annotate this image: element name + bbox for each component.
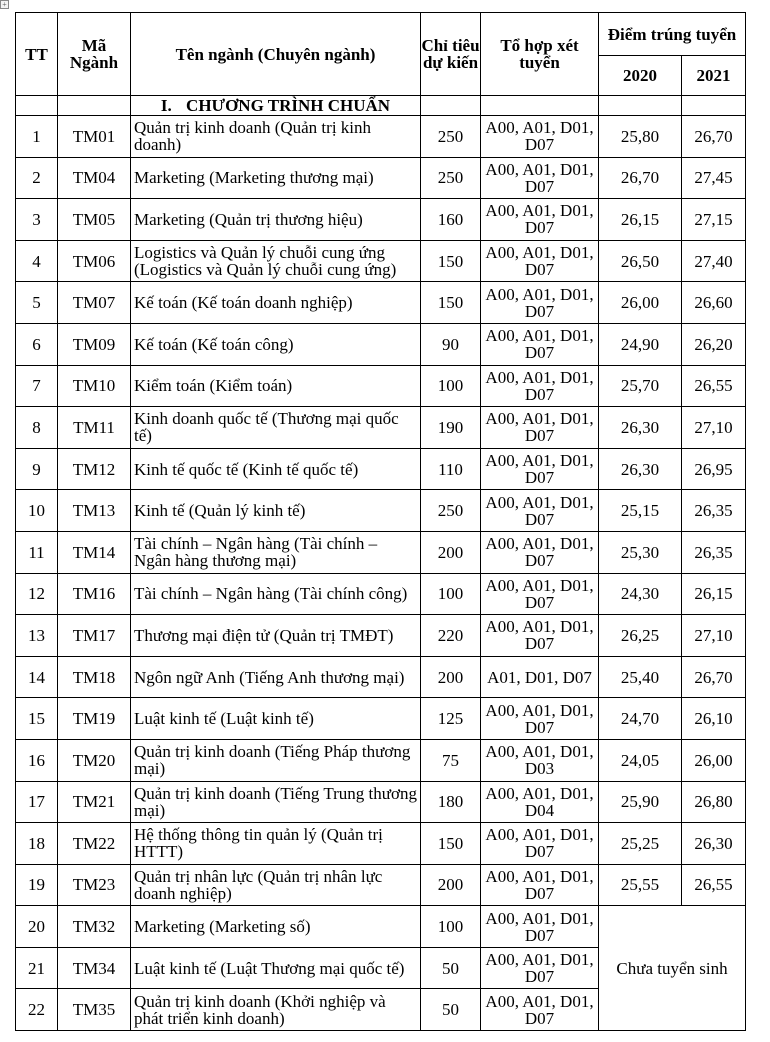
cell-quota: 75	[421, 739, 481, 781]
cell-score-2021: 26,70	[682, 116, 746, 158]
table-row	[16, 448, 746, 490]
cell-name: Tài chính – Ngân hàng (Tài chính – Ngân hàng thương mại)	[131, 531, 421, 573]
cell-name: Kế toán (Kế toán công)	[131, 323, 421, 365]
cell-score-2020: 25,80	[599, 116, 682, 158]
cell-tt: 19	[16, 864, 58, 906]
cell-score-2021: 27,10	[682, 407, 746, 449]
cell-score-2021: 27,10	[682, 615, 746, 657]
cell-score-2020: 26,25	[599, 615, 682, 657]
cell-combo: A00, A01, D01, D07	[481, 407, 599, 449]
cell-combo: A00, A01, D01, D07	[481, 199, 599, 241]
cell-code: TM23	[58, 864, 131, 906]
cell-code: TM13	[58, 490, 131, 532]
header-tt: TT	[16, 13, 58, 96]
cell-code: TM07	[58, 282, 131, 324]
cell-score-2021: 26,55	[682, 864, 746, 906]
cell-score-2021: 26,20	[682, 323, 746, 365]
cell-code: TM32	[58, 906, 131, 948]
cell-score-2021: 27,45	[682, 157, 746, 199]
cell-score-2021: 27,40	[682, 240, 746, 282]
cell-score-2021: 26,80	[682, 781, 746, 823]
cell-combo: A00, A01, D01, D07	[481, 240, 599, 282]
cell-code: TM22	[58, 823, 131, 865]
cell-tt: 8	[16, 407, 58, 449]
cell-combo: A00, A01, D01, D07	[481, 490, 599, 532]
cell-tt: 16	[16, 739, 58, 781]
section-row	[16, 96, 746, 116]
cell-tt: 15	[16, 698, 58, 740]
table-row	[16, 823, 746, 865]
cell-quota: 100	[421, 365, 481, 407]
cell-tt: 6	[16, 323, 58, 365]
cell-tt: 3	[16, 199, 58, 241]
table-row	[16, 739, 746, 781]
cell-score-2020: 24,90	[599, 323, 682, 365]
table-row	[16, 407, 746, 449]
cell-score-2021: 26,00	[682, 739, 746, 781]
cell-tt: 17	[16, 781, 58, 823]
cell-quota: 110	[421, 448, 481, 490]
cell-name: Quản trị kinh doanh (Tiếng Trung thương mại)	[131, 781, 421, 823]
not-admitted-note: Chưa tuyển sinh	[599, 906, 746, 1031]
cell-name: Luật kinh tế (Luật kinh tế)	[131, 698, 421, 740]
cell-combo: A00, A01, D01, D07	[481, 323, 599, 365]
cell-quota: 220	[421, 615, 481, 657]
cell-score-2021: 26,70	[682, 656, 746, 698]
cell-code: TM01	[58, 116, 131, 158]
cell-score-2021: 26,10	[682, 698, 746, 740]
cell-name: Marketing (Marketing số)	[131, 906, 421, 948]
cell-quota: 150	[421, 282, 481, 324]
cell-tt: 22	[16, 989, 58, 1031]
cell-code: TM10	[58, 365, 131, 407]
cell-name: Ngôn ngữ Anh (Tiếng Anh thương mại)	[131, 656, 421, 698]
table-row	[16, 199, 746, 241]
table-row	[16, 656, 746, 698]
cell-name: Tài chính – Ngân hàng (Tài chính công)	[131, 573, 421, 615]
cell-tt: 9	[16, 448, 58, 490]
cell-code: TM21	[58, 781, 131, 823]
cell-quota: 50	[421, 989, 481, 1031]
cell-score-2021: 26,60	[682, 282, 746, 324]
header-ten-nganh: Tên ngành (Chuyên ngành)	[131, 13, 421, 96]
cell-score-2021: 26,35	[682, 531, 746, 573]
cell-quota: 100	[421, 573, 481, 615]
cell-name: Marketing (Marketing thương mại)	[131, 157, 421, 199]
table-row	[16, 240, 746, 282]
cell-score-2021: 26,95	[682, 448, 746, 490]
table-row	[16, 157, 746, 199]
cell-quota: 50	[421, 947, 481, 989]
cell-score-2020: 25,15	[599, 490, 682, 532]
cell-name: Luật kinh tế (Luật Thương mại quốc tế)	[131, 947, 421, 989]
cell-tt: 18	[16, 823, 58, 865]
cell-score-2020: 26,30	[599, 448, 682, 490]
table-row	[16, 698, 746, 740]
cell-name: Quản trị kinh doanh (Tiếng Pháp thương mại)	[131, 739, 421, 781]
cell-tt: 4	[16, 240, 58, 282]
cell-combo: A00, A01, D01, D03	[481, 739, 599, 781]
cell-combo: A00, A01, D01, D07	[481, 365, 599, 407]
cell-score-2020: 25,40	[599, 656, 682, 698]
table-row	[16, 490, 746, 532]
cell-quota: 250	[421, 157, 481, 199]
cell-name: Quản trị kinh doanh (Quản trị kinh doanh)	[131, 116, 421, 158]
section-numeral: I.	[160, 96, 172, 115]
cell-quota: 150	[421, 240, 481, 282]
cell-combo: A00, A01, D01, D07	[481, 157, 599, 199]
cell-name: Logistics và Quản lý chuỗi cung ứng (Logistics và Quản lý chuỗi cung ứng)	[131, 240, 421, 282]
cell-combo: A00, A01, D01, D07	[481, 531, 599, 573]
cell-combo: A00, A01, D01, D07	[481, 116, 599, 158]
admission-table	[15, 12, 746, 1031]
table-row	[16, 116, 746, 158]
cell-quota: 150	[421, 823, 481, 865]
cell-score-2020: 24,70	[599, 698, 682, 740]
cell-name: Kinh tế (Quản lý kinh tế)	[131, 490, 421, 532]
cell-quota: 180	[421, 781, 481, 823]
cell-score-2021: 26,30	[682, 823, 746, 865]
cell-name: Marketing (Quản trị thương hiệu)	[131, 199, 421, 241]
cell-quota: 90	[421, 323, 481, 365]
cell-name: Kinh doanh quốc tế (Thương mại quốc tế)	[131, 407, 421, 449]
cell-name: Kinh tế quốc tế (Kinh tế quốc tế)	[131, 448, 421, 490]
cell-quota: 100	[421, 906, 481, 948]
cell-score-2020: 25,55	[599, 864, 682, 906]
cell-code: TM05	[58, 199, 131, 241]
cell-code: TM17	[58, 615, 131, 657]
cell-name: Hệ thống thông tin quản lý (Quản trị HTTT)	[131, 823, 421, 865]
cell-code: TM14	[58, 531, 131, 573]
cell-quota: 250	[421, 116, 481, 158]
cell-score-2020: 25,90	[599, 781, 682, 823]
cell-combo: A00, A01, D01, D04	[481, 781, 599, 823]
cell-code: TM20	[58, 739, 131, 781]
table-row	[16, 531, 746, 573]
cell-code: TM35	[58, 989, 131, 1031]
cell-score-2021: 26,55	[682, 365, 746, 407]
cell-code: TM06	[58, 240, 131, 282]
cell-combo: A00, A01, D01, D07	[481, 989, 599, 1031]
cell-code: TM18	[58, 656, 131, 698]
cell-quota: 125	[421, 698, 481, 740]
cell-tt: 1	[16, 116, 58, 158]
cell-name: Kế toán (Kế toán doanh nghiệp)	[131, 282, 421, 324]
table-row	[16, 365, 746, 407]
cell-code: TM34	[58, 947, 131, 989]
cell-score-2020: 26,70	[599, 157, 682, 199]
header-year-2020: 2020	[599, 56, 682, 96]
table-row	[16, 282, 746, 324]
cell-tt: 20	[16, 906, 58, 948]
cell-tt: 7	[16, 365, 58, 407]
cell-combo: A00, A01, D01, D07	[481, 615, 599, 657]
cell-combo: A00, A01, D01, D07	[481, 573, 599, 615]
table-row	[16, 323, 746, 365]
cell-tt: 14	[16, 656, 58, 698]
table-row	[16, 781, 746, 823]
cell-tt: 5	[16, 282, 58, 324]
cell-combo: A00, A01, D01, D07	[481, 448, 599, 490]
cell-code: TM09	[58, 323, 131, 365]
cell-tt: 10	[16, 490, 58, 532]
cell-combo: A00, A01, D01, D07	[481, 947, 599, 989]
cell-combo: A00, A01, D01, D07	[481, 282, 599, 324]
cell-tt: 12	[16, 573, 58, 615]
cell-name: Kiểm toán (Kiểm toán)	[131, 365, 421, 407]
cell-combo: A01, D01, D07	[481, 656, 599, 698]
cell-score-2020: 26,50	[599, 240, 682, 282]
header-chi-tieu: Chỉ tiêu dự kiến	[421, 13, 481, 96]
cell-code: TM19	[58, 698, 131, 740]
cell-name: Quản trị nhân lực (Quản trị nhân lực doanh nghiệp)	[131, 864, 421, 906]
cell-code: TM04	[58, 157, 131, 199]
cell-combo: A00, A01, D01, D07	[481, 864, 599, 906]
cell-name: Quản trị kinh doanh (Khởi nghiệp và phát triển kinh doanh)	[131, 989, 421, 1031]
cell-combo: A00, A01, D01, D07	[481, 823, 599, 865]
table-move-handle-icon[interactable]: +	[0, 0, 9, 9]
cell-quota: 200	[421, 531, 481, 573]
cell-score-2020: 24,30	[599, 573, 682, 615]
cell-tt: 13	[16, 615, 58, 657]
cell-quota: 200	[421, 656, 481, 698]
cell-tt: 11	[16, 531, 58, 573]
header-year-2021: 2021	[682, 56, 746, 96]
cell-tt: 2	[16, 157, 58, 199]
table-row	[16, 906, 746, 948]
cell-score-2020: 25,30	[599, 531, 682, 573]
cell-combo: A00, A01, D01, D07	[481, 698, 599, 740]
cell-combo: A00, A01, D01, D07	[481, 906, 599, 948]
cell-tt: 21	[16, 947, 58, 989]
cell-name: Thương mại điện tử (Quản trị TMĐT)	[131, 615, 421, 657]
cell-quota: 190	[421, 407, 481, 449]
table-row	[16, 864, 746, 906]
cell-code: TM12	[58, 448, 131, 490]
cell-score-2020: 25,25	[599, 823, 682, 865]
cell-code: TM16	[58, 573, 131, 615]
header-ma-nganh: Mã Ngành	[58, 13, 131, 96]
cell-code: TM11	[58, 407, 131, 449]
cell-score-2021: 27,15	[682, 199, 746, 241]
cell-quota: 200	[421, 864, 481, 906]
cell-score-2020: 26,00	[599, 282, 682, 324]
cell-score-2020: 26,15	[599, 199, 682, 241]
cell-score-2020: 25,70	[599, 365, 682, 407]
cell-score-2020: 24,05	[599, 739, 682, 781]
table-row	[16, 573, 746, 615]
cell-quota: 160	[421, 199, 481, 241]
section-title: CHƯƠNG TRÌNH CHUẨN	[186, 96, 391, 115]
cell-score-2021: 26,35	[682, 490, 746, 532]
table-row	[16, 615, 746, 657]
cell-quota: 250	[421, 490, 481, 532]
header-diem: Điểm trúng tuyển	[599, 13, 746, 56]
cell-score-2021: 26,15	[682, 573, 746, 615]
cell-score-2020: 26,30	[599, 407, 682, 449]
header-to-hop: Tổ hợp xét tuyển	[481, 13, 599, 96]
